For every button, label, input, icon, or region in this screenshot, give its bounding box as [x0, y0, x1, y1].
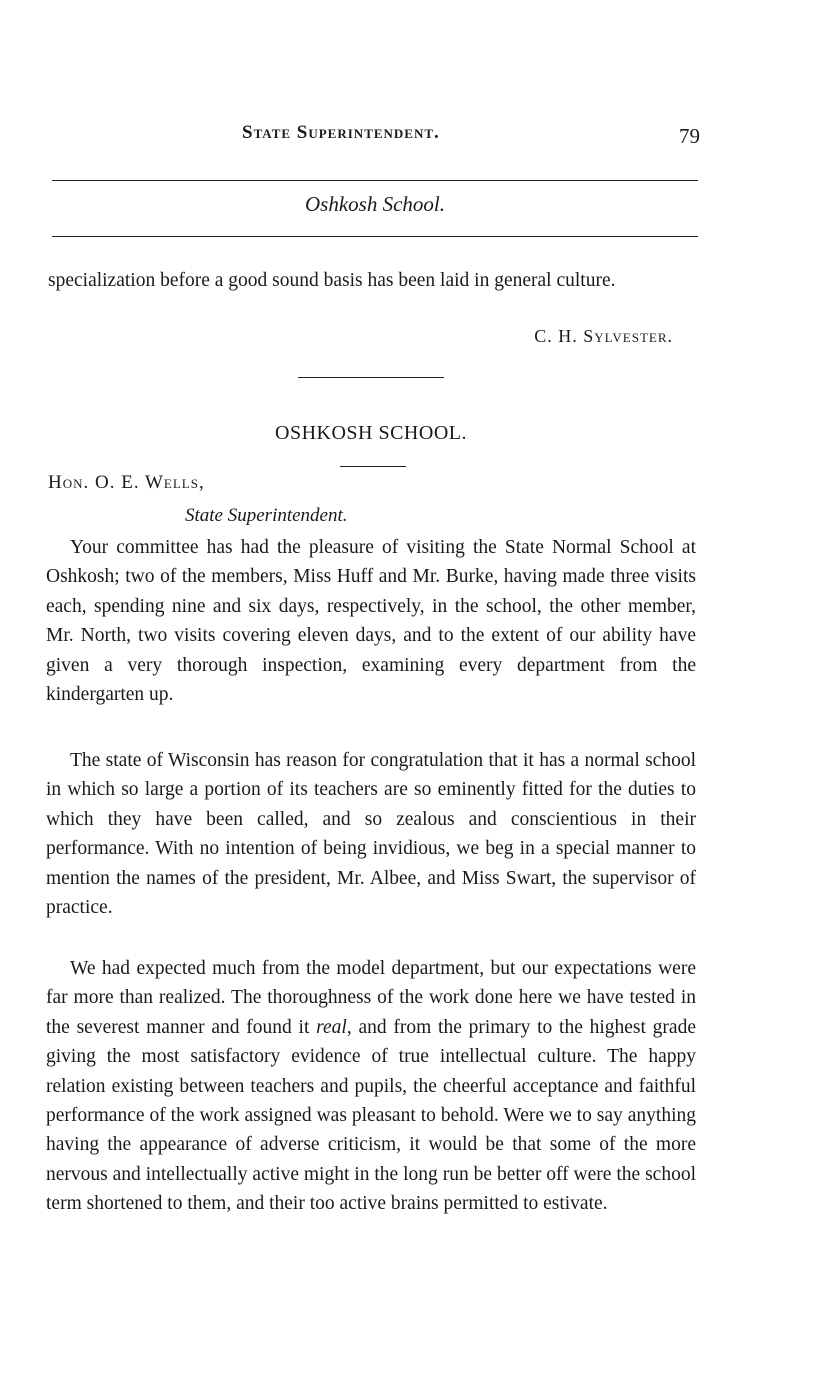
paragraph-3-end: , and from the primary to the highest grade giving the most satisfactory evidence of true intellectual culture. The happy relation existing between teachers and pupils, the cheerful acceptance and faithful performance of the work assigned was pleasant to behold. Were we to say anything having the appearance of adverse criticism, it would be that some of the more nervous and intellectually active might in the long run be better off were the school term shortened to them, and their too active brains permitted to estivate. [46, 1016, 696, 1215]
signature [534, 326, 673, 347]
title-underline [340, 466, 406, 467]
running-head [52, 118, 700, 150]
section-divider [298, 377, 444, 378]
addressee-title: State Superintendent. [185, 505, 348, 526]
section-title: Oshkosh School. [305, 192, 445, 216]
paragraph-1: Your committee has had the pleasure of visiting the State Normal School at Oshkosh; two of the members, Miss Huff and Mr. Burke, having made three visits each, spending nine and six days, respectively, in the school, the other member, Mr. North, two visits covering eleven days, and to the extent of our ability have given a very thorough inspection, examining every department from the kindergarten up. [46, 537, 696, 706]
paragraph-3-start: We had expected much from the model department, but our expectations were far more than realized. The thoroughness of the work done here we have tested in the severest manner and found it [46, 958, 696, 1038]
header-rule-bottom [52, 236, 698, 237]
paragraph-2: The state of Wisconsin has reason for congratulation that it has a normal school in which so large a portion of its teachers are so eminently fitted for the duties to which they have been called, and so zealous and conscientious in their performance. With no intention of being invidious, we beg in a special manner to mention the names of the president, Mr. Albee, and Miss Swart, the supervisor of practice. [46, 750, 696, 919]
signature-surname: Sylvester. [583, 326, 673, 346]
running-title: State Superintendent. [242, 122, 440, 143]
article-title: OSHKOSH SCHOOL. [275, 422, 467, 444]
header-rule-top [52, 180, 698, 181]
continuation-text: specialization before a good sound basis has been laid in general culture. [48, 270, 616, 291]
page-number: 79 [679, 124, 700, 148]
emphasis-real: real [316, 1016, 347, 1038]
signature-initials: C. H. [534, 326, 578, 346]
paragraph-3 [46, 954, 696, 1219]
salutation: Hon. O. E. Wells, [48, 472, 205, 493]
